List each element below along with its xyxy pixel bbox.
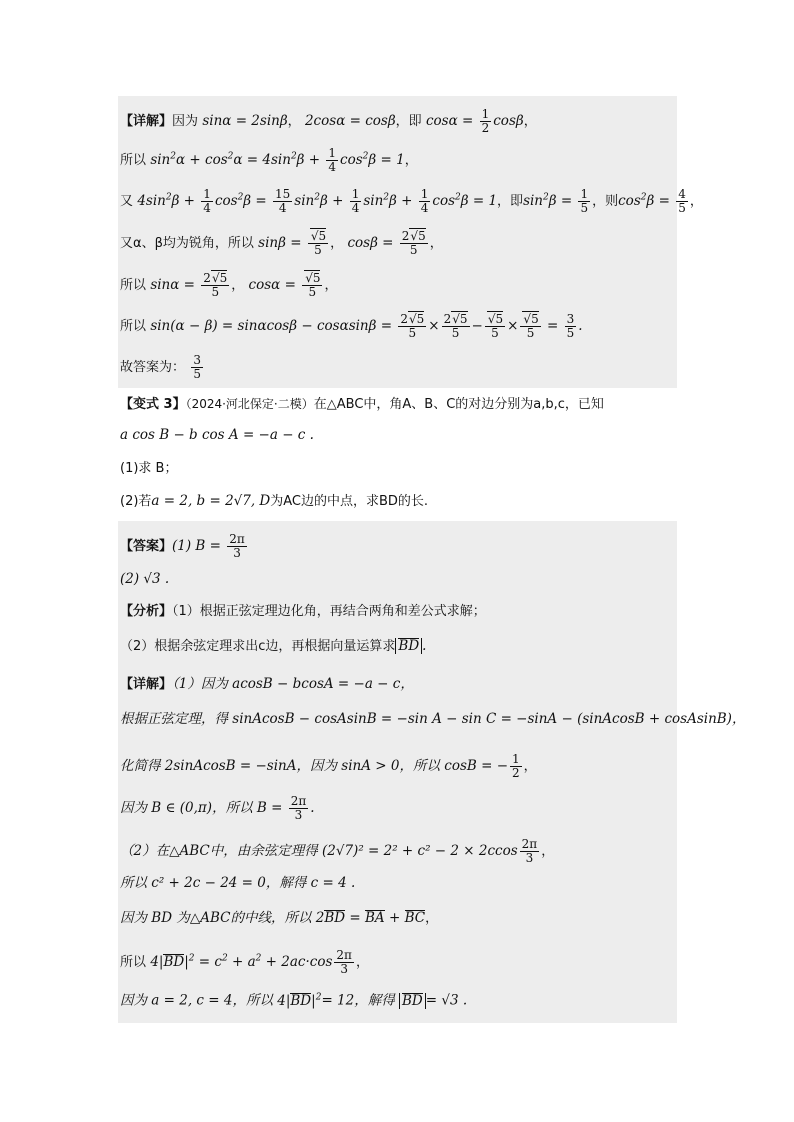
detail-line-4: 又α、β均为锐角，所以 sinβ = $\frac{√5}{5}$ ， cosβ = $\frac{2√5}{5}$ ， (120, 229, 443, 257)
detail-line-5: 所以 sinα = $\frac{2√5}{5}$ ， cosα = $\frac{√5}{5}$ ， (120, 271, 338, 299)
detail2-line-1: 【详解】（1）因为 acosB − bcosA = −a − c， (120, 676, 414, 692)
answer-1: 【答案】(1) B = $\frac{2\pi}{3}$ (120, 532, 245, 560)
detail2-line-6: 所以 c² + 2c − 24 = 0，解得 c = 4 . (120, 875, 356, 891)
detail2-line-5: （2）在△ABC中，由余弦定理得 (2√7)² = 2² + c² − 2 × 2ccos $\frac{2\pi}{3}$ ， (120, 837, 555, 865)
analysis-2: （2）根据余弦定理求出c边，再根据向量运算求 BD . (120, 638, 427, 654)
answer-2: (2) √3 . (120, 571, 170, 587)
answer-fraction: $\frac{3}{5}$ (193, 353, 201, 381)
detail2-line-2: 根据正弦定理，得 sinAcosB − cosAsinB = −sin A − sin C = −sinA − (sinAcosB + cosAsinB)， (120, 711, 746, 727)
detail2-line-8: 所以 $4|BD|^2 = c^2 + a^2 + 2ac\cdot\cos$ $\frac{2\pi}{3}$ ， (120, 948, 369, 976)
detail-line-3: 又 $4\sin^2\beta$ + $\frac{1}{4}$ $\cos^2\beta$ = $\frac{15}{4}$ $\sin^2\beta$ + $\frac{1}{4}$ $\sin^2\beta$ + $\frac{1}{4}$ $\cos^2\beta = 1$，即$\sin^2\beta$ = $\frac{1}{5}$ ，则$\cos^2\beta$ = $\frac{4}{5}$ ， (120, 187, 703, 215)
analysis-1: 【分析】（1）根据正弦定理边化角，再结合两角和差公式求解； (120, 604, 486, 619)
detail-line-1: 【详解】因为 sinα = 2sinβ， 2cosα = cosβ，即 cosα = $\frac{1}{2}$ cosβ， (120, 107, 537, 135)
detail-line-6: 所以 sin(α − β) = sinαcosβ − cosαsinβ = $\frac{2√5}{5}$ × $\frac{2√5}{5}$ − $\frac{√5}{5}$ × $\frac{√5}{5}$ = $\frac{3}{5}$ . (120, 312, 583, 340)
detail2-line-4: 因为 B ∈ (0,π)，所以 B = $\frac{2\pi}{3}$ . (120, 794, 315, 822)
detail2-line-9: 因为 a = 2, c = 4，所以 $4|BD|^2= 12$，解得 BD = √3 . (120, 992, 468, 1009)
detail-line-2: 所以 $\sin^2\alpha + \cos^2\alpha = 4\sin^2\beta$ + $\frac{1}{4}$ $\cos^2\beta = 1$， (120, 146, 418, 174)
variant3-title: 【变式 3】（2024·河北保定·二模）在△ABC中，角A、B、C的对边分别为a,b,c，已知 (120, 397, 604, 412)
variant3-condition: a cos B − b cos A = −a − c . (120, 427, 314, 443)
detail2-line-3: 化简得 2sinAcosB = −sinA，因为 sinA > 0，所以 cosB = − $\frac{1}{2}$ ， (120, 752, 537, 780)
answer-line-1: 故答案为： $\frac{3}{5}$ (120, 353, 201, 381)
question-1: (1)求 B； (120, 461, 178, 476)
detail2-line-7: 因为 BD 为△ABC的中线，所以 2BD = BA + BC， (120, 910, 439, 926)
question-2: (2)若a = 2, b = 2√7, D为AC边的中点，求BD的长. (120, 493, 429, 509)
